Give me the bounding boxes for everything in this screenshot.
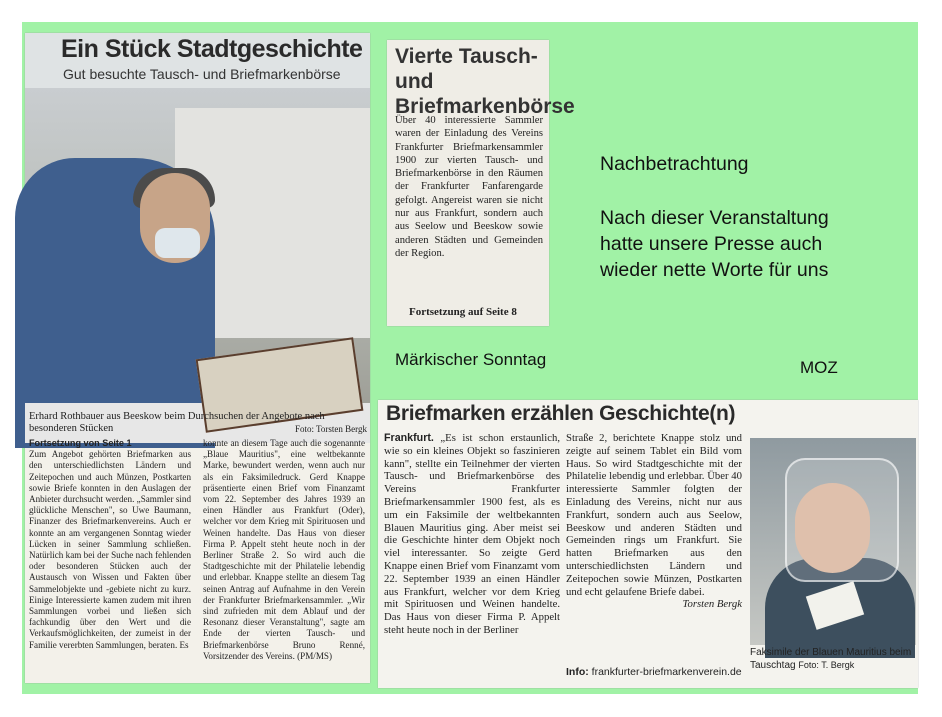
photo-credit: Foto: Torsten Bergk: [294, 424, 367, 434]
caption-text: Erhard Rothbauer aus Beeskow beim Durchsuchen der Angebote nach besonderen Stücken: [29, 411, 325, 434]
slide-body-line-1: Nach dieser Veranstaltung: [600, 207, 829, 229]
article-subtitle: Gut besuchte Tausch- und Briefmarkenbörse: [63, 66, 341, 82]
slide-body-line-3: wieder nette Worte für uns: [600, 259, 829, 281]
photo-credit: Foto: T. Bergk: [798, 660, 855, 670]
column-2-text: Straße 2, berichtete Knappe stolz und zeigte auf seinem Tablet ein Bild vom Haus. So wird Stadtgeschichte mit der Philatelie lebendig und erlebbar. Über 40 interessierte Sammler folgten der Einladung des Vereins, nicht nur aus Frankfurt, sondern auch aus Seelow, Beeskow und anderen Städten und Gemeinden rings um Frankfurt. Sie hatten Briefmarken aus den unterschiedlichsten Ländern und Zeitepochen sowie Münzen, Postkarten und echt gelaufene Briefe dabei.: [566, 432, 742, 598]
article-column-1: [384, 432, 560, 637]
column-1-text: „Es ist schon erstaunlich, wie so ein kleines Objekt so faszinieren kann", stellte ein Teilnehmer der vierten Tausch- und Briefmarkenbörse des Vereins Frankfurter Briefmarkensammler 1900 fest, als es um ein Faksimile der weltbekannten Blauen Mauritius ging. Aber meist sei die Geschichte hinter dem Objekt noch viel interessanter. So zeigte Gerd Knappe einen Brief vom Finanzamt vom 22. September 1939 an einen Händler aus Frankfurt, welcher vor dem Krieg mit Spirituosen und Weinen handelte. Das Haus von dieser Firma P. Appelt steht heute noch in der Berliner: [384, 432, 561, 636]
column-2-text: konnte an diesem Tage auch die sogenannte „Blaue Mauritius", eine weltbekannte Marke, bewundert werden, wenn auch nur als ein Faksimiledruck. Gerd Knappe präsentierte einen Brief vom Finanzamt vom 22. September des Jahres 1939 an einen Händler aus Frankfurt (Oder), welcher vor dem Krieg mit Spirituosen und Weinen handelte. Das Haus von dieser Firma P. Appelt steht heute noch in der Berliner Straße 2. So wird auch die Stadtgeschichte mit der Philatelie lebendig und erlebbar. Knappe stellte an diesem Tag seinen Antrag auf Aufnahme in den Verein der Frankfurter Briefmarkensammler. „Wir sind zufrieden mit dem Ablauf und der Resonanz dieser Veranstaltung", sagte am Ende der vierten Tausch- und Briefmarkenbörse Bruno Renné, Vorsitzender des Vereins. (PM/MS): [203, 438, 365, 661]
photo-man-with-face-shield: [750, 438, 916, 645]
article-column-2: [203, 438, 365, 681]
photo-caption: [750, 647, 916, 672]
clipping-stadtgeschichte: [25, 33, 370, 683]
article-column-1: [29, 438, 191, 681]
article-title: Ein Stück Stadtgeschichte: [61, 35, 363, 63]
slide-heading: Nachbetrachtung: [600, 153, 749, 175]
info-label: Info:: [566, 666, 589, 678]
article-body: [29, 438, 367, 683]
article-column-2: [566, 432, 742, 611]
photo-caption: [29, 411, 367, 435]
clipping-briefmarken-geschichte: [378, 400, 918, 688]
article-title: Vierte Tausch- und Briefmarkenbörse: [395, 45, 575, 118]
dateline: Frankfurt.: [384, 432, 434, 444]
article-title: Briefmarken erzählen Geschichte(n): [386, 402, 736, 425]
article-body: Über 40 interessierte Sammler waren der Einladung des Vereins Frankfurter Briefmarkensammler 1900 zur vierten Tausch- und Briefmarkenbörse in den Räumen der Frankfurter Fanfarengarde gefolgt. Angereist waren sie nicht nur aus Frankfurt, sondern auch aus Seelow und Beeskow sowie anderen Städten und Gemeinden der Region.: [395, 115, 543, 259]
column-1-text: Zum Angebot gehörten Briefmarken aus den unterschiedlichsten Ländern und Zeitepochen und auch Münzen, Postkarten sowie Briefe konnten in den Auslagen der Anbieter durchsucht werden. „Sammler sind glückliche Menschen", so Uwe Baumann, Finanzer des Briefmarkenvereins. Auch er konnte an am vergangenen Sonntag wieder Lücken in seiner Sammlung schließen. Natürlich kam bei der Suche nach fehlenden oder besonderen Stücken auch der Austausch von Wissen und Fakten über Sammelobjekte und -gebiete nicht zu kurz. Einige Interessierte kamen zudem mit ihren Sammlungen vorbei und ließen sich fachkundig über den Wert und die Verkaufsmöglichkeiten, der zumeist in der Familie vererbten Sammlungen, beraten. Es: [29, 449, 191, 650]
caption-text: Faksimile der Blauen Mauritius beim Tauschtag: [750, 647, 912, 671]
author: Torsten Bergk: [682, 598, 742, 611]
slide-body-line-2: hatte unsere Presse auch: [600, 233, 823, 255]
continuation-note: Fortsetzung von Seite 1: [29, 438, 132, 448]
info-url: frankfurter-briefmarkenverein.de: [591, 666, 742, 678]
source-label-moz: MOZ: [800, 358, 838, 377]
photo-collector-with-album: [25, 88, 370, 433]
source-label-maerkischer-sonntag: Märkischer Sonntag: [395, 350, 547, 369]
slide-body: [600, 205, 829, 283]
continuation-note: Fortsetzung auf Seite 8: [409, 306, 517, 318]
clipping-tauschboerse: [387, 40, 575, 326]
info-line: [566, 666, 742, 678]
